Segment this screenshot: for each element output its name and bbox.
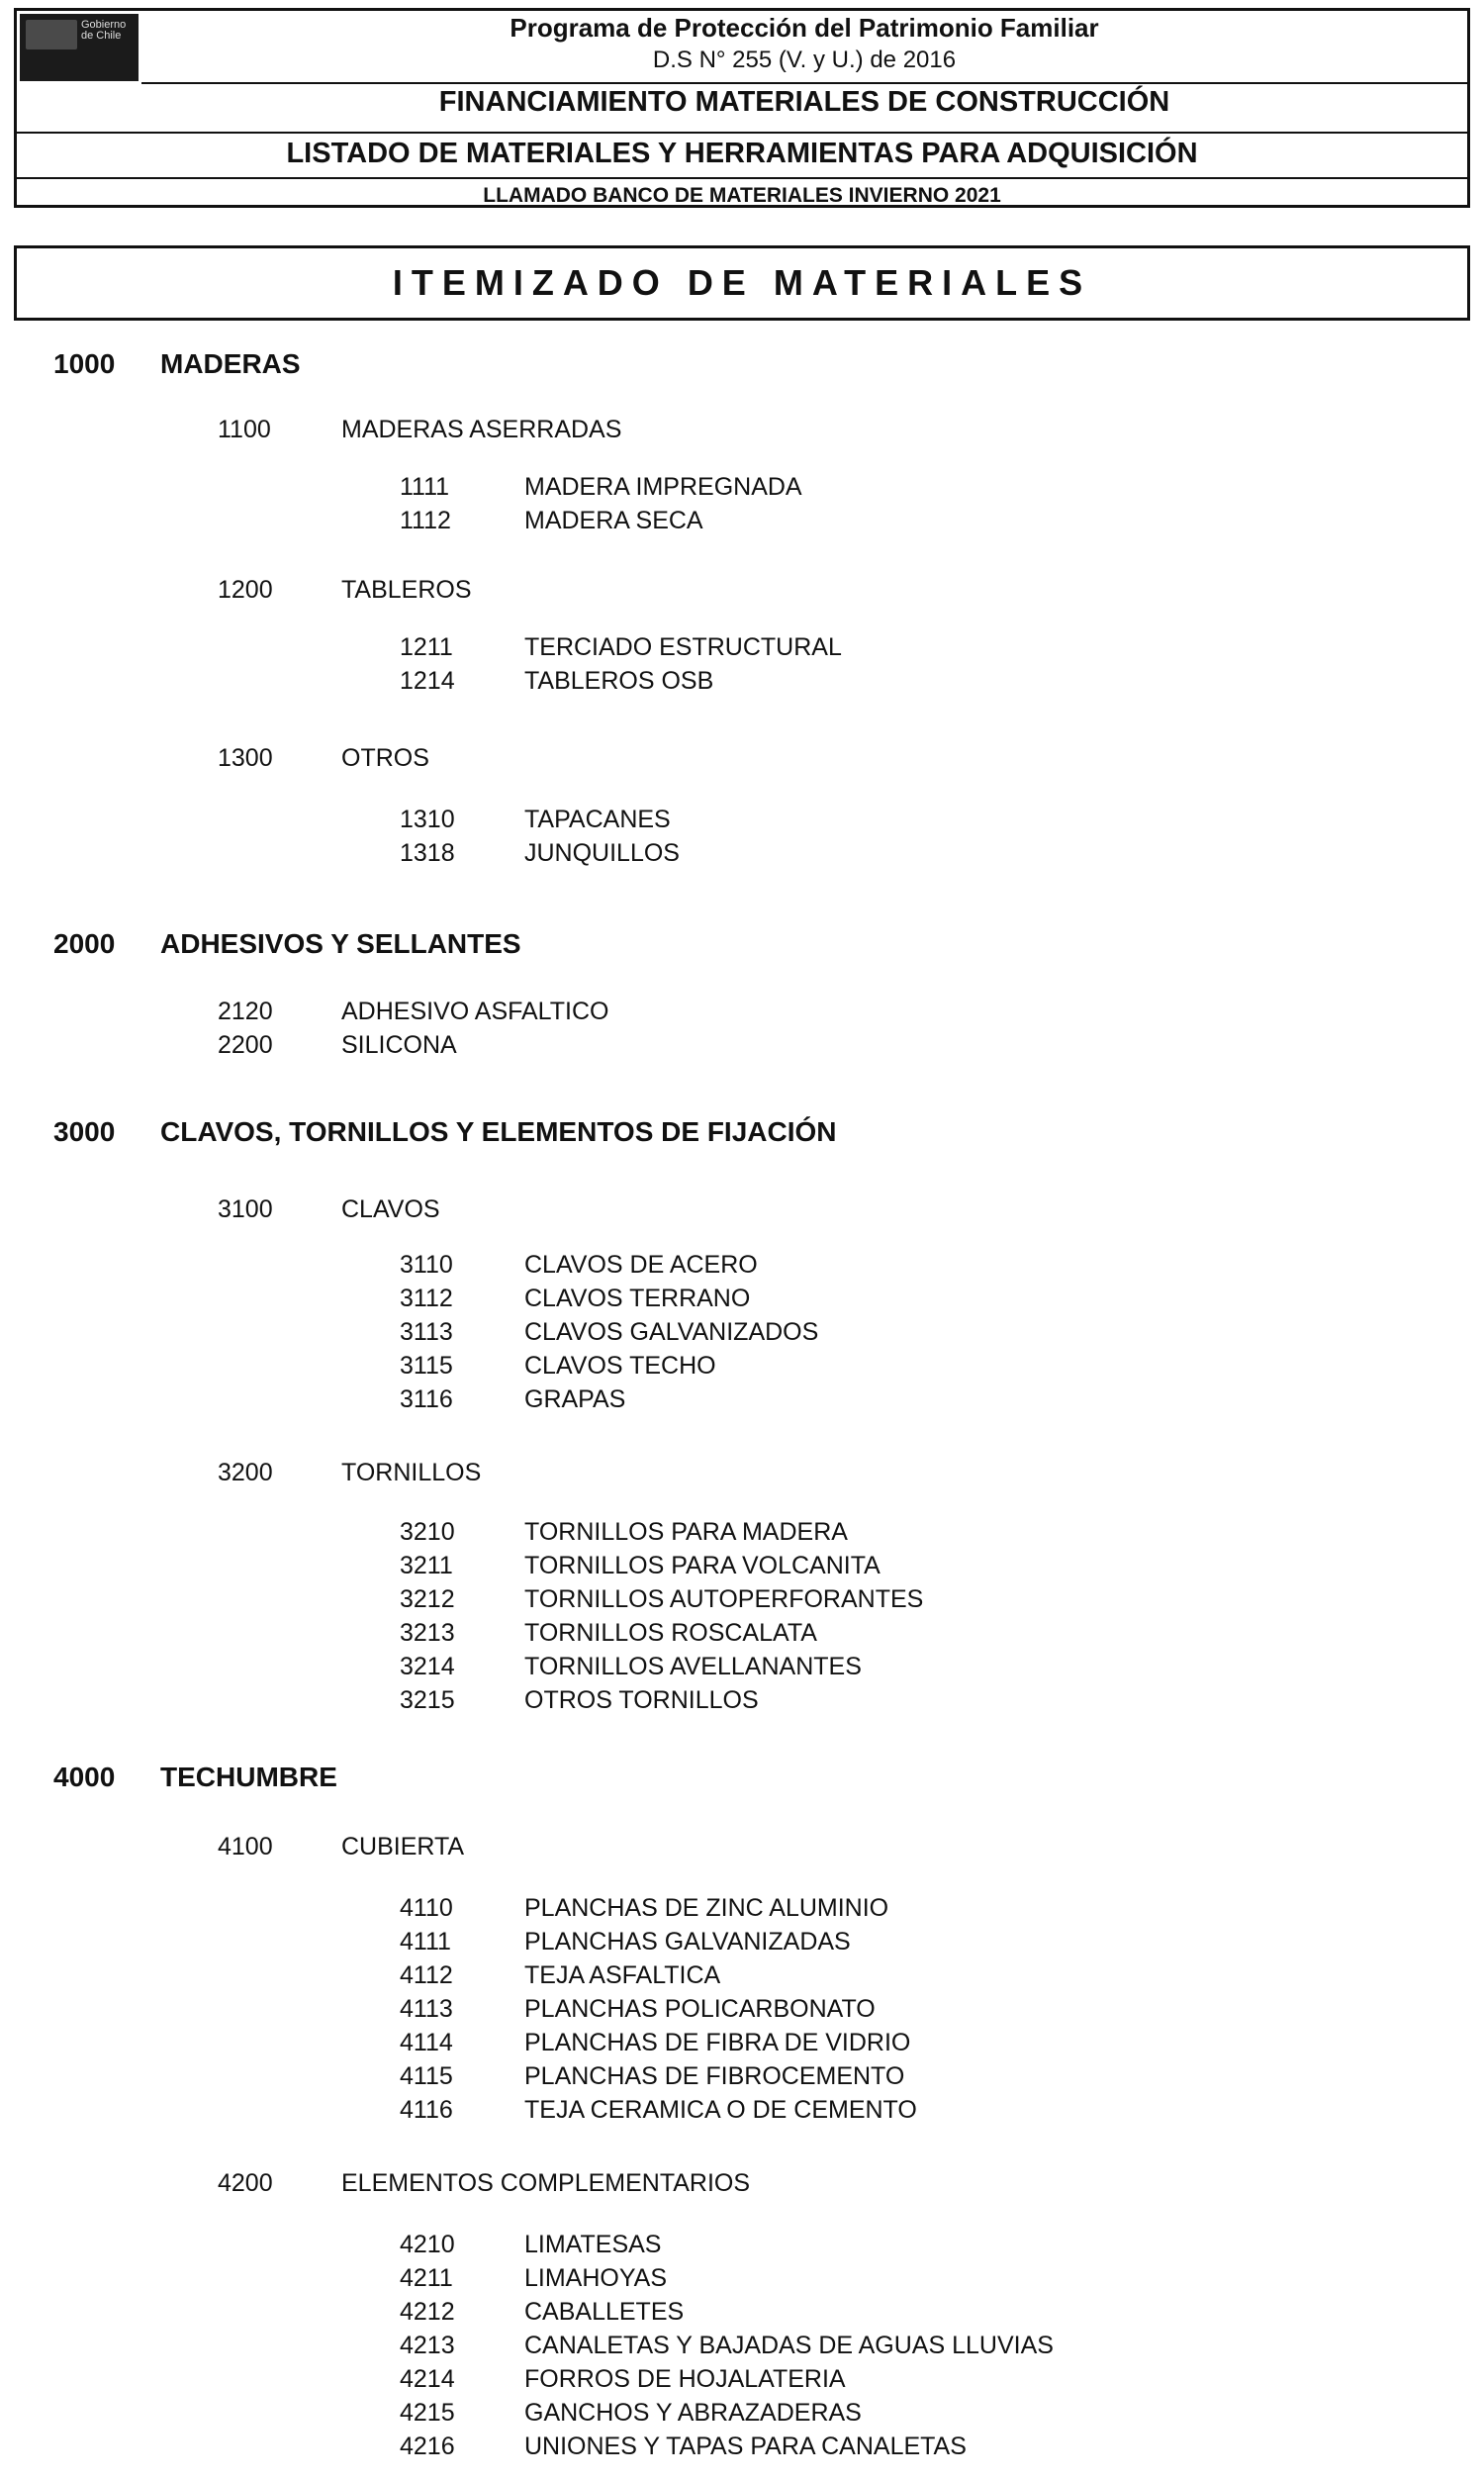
item-label: PLANCHAS DE FIBRA DE VIDRIO — [524, 2029, 911, 2056]
item-code: 4000 — [53, 1762, 116, 1792]
item-label: UNIONES Y TAPAS PARA CANALETAS — [524, 2432, 967, 2460]
item-label: PLANCHAS DE FIBROCEMENTO — [524, 2062, 905, 2090]
item-label: GANCHOS Y ABRAZADERAS — [524, 2399, 862, 2427]
subcategory-label: ELEMENTOS COMPLEMENTARIOS — [341, 2169, 751, 2197]
item-code: 4216 — [400, 2432, 455, 2460]
gobierno-de-chile-logo — [20, 14, 139, 81]
item-code: 1000 — [53, 348, 116, 379]
item-code: 1211 — [400, 633, 453, 661]
header-divider — [17, 132, 1467, 134]
item-code: 1111 — [400, 473, 450, 501]
item-code: 4112 — [400, 1961, 453, 1989]
item-code: 3100 — [218, 1195, 273, 1223]
item-label: PLANCHAS DE ZINC ALUMINIO — [524, 1894, 889, 1922]
title-box — [14, 245, 1470, 321]
item-code: 3210 — [400, 1518, 455, 1546]
logo-text-line: de Chile — [81, 30, 122, 42]
subcategory-label: MADERAS ASERRADAS — [341, 416, 622, 443]
item-label: CABALLETES — [524, 2298, 685, 2326]
page-title: ITEMIZADO DE MATERIALES — [392, 262, 1092, 303]
item-code: 1200 — [218, 576, 273, 604]
decree-reference: D.S N° 255 (V. y U.) de 2016 — [652, 47, 957, 73]
item-code: 4211 — [400, 2264, 453, 2292]
item-code: 3116 — [400, 1385, 453, 1413]
item-code: 3110 — [400, 1251, 453, 1279]
item-code: 1310 — [400, 806, 455, 833]
item-label: CLAVOS TERRANO — [524, 1285, 751, 1312]
item-code: 4113 — [400, 1995, 453, 2023]
item-label: TAPACANES — [524, 806, 671, 833]
item-code: 4114 — [400, 2029, 453, 2056]
logo-text — [81, 20, 126, 42]
document-header — [14, 8, 1470, 208]
header-divider — [141, 82, 1467, 84]
subcategory-label: CUBIERTA — [341, 1833, 465, 1860]
item-code: 4110 — [400, 1894, 453, 1922]
subcategory-label: OTROS — [341, 744, 429, 772]
category-label: CLAVOS, TORNILLOS Y ELEMENTOS DE FIJACIÓN — [160, 1116, 837, 1147]
category-label: TECHUMBRE — [160, 1762, 337, 1792]
item-code: 3000 — [53, 1116, 116, 1147]
item-code: 3212 — [400, 1585, 455, 1613]
item-label: PLANCHAS GALVANIZADAS — [524, 1928, 851, 1955]
call-heading: LLAMADO BANCO DE MATERIALES INVIERNO 2021 — [483, 184, 1001, 207]
item-label: MADERA IMPREGNADA — [524, 473, 802, 501]
subcategory-label: CLAVOS — [341, 1195, 440, 1223]
subcategory-label: ADHESIVO ASFALTICO — [341, 998, 609, 1025]
subcategory-label: TORNILLOS — [341, 1459, 482, 1486]
subcategory-label: TABLEROS — [341, 576, 472, 604]
item-code: 1100 — [218, 416, 271, 443]
item-label: TERCIADO ESTRUCTURAL — [524, 633, 842, 661]
item-label: TORNILLOS AVELLANANTES — [524, 1653, 862, 1680]
item-label: PLANCHAS POLICARBONATO — [524, 1995, 876, 2023]
item-label: GRAPAS — [524, 1385, 626, 1413]
item-label: CLAVOS DE ACERO — [524, 1251, 758, 1279]
item-code: 4116 — [400, 2096, 453, 2124]
item-code: 3213 — [400, 1619, 455, 1647]
item-label: TORNILLOS PARA VOLCANITA — [524, 1552, 881, 1579]
header-divider — [17, 177, 1467, 179]
item-code: 3215 — [400, 1686, 455, 1714]
item-label: TABLEROS OSB — [524, 667, 714, 695]
financing-heading: FINANCIAMIENTO MATERIALES DE CONSTRUCCIÓN — [438, 86, 1170, 118]
emblem-icon — [26, 20, 77, 49]
item-label: TORNILLOS ROSCALATA — [524, 1619, 817, 1647]
item-code: 3211 — [400, 1552, 453, 1579]
item-code: 2000 — [53, 928, 116, 959]
category-label: MADERAS — [160, 348, 301, 379]
item-code: 1318 — [400, 839, 455, 867]
subcategory-label: SILICONA — [341, 1031, 457, 1059]
item-label: FORROS DE HOJALATERIA — [524, 2365, 846, 2393]
item-label: CLAVOS TECHO — [524, 1352, 716, 1380]
item-code: 1300 — [218, 744, 273, 772]
item-code: 2120 — [218, 998, 273, 1025]
item-code: 4210 — [400, 2231, 455, 2258]
item-code: 4100 — [218, 1833, 273, 1860]
item-code: 3115 — [400, 1352, 453, 1380]
item-label: TEJA CERAMICA O DE CEMENTO — [524, 2096, 917, 2124]
item-label: CLAVOS GALVANIZADOS — [524, 1318, 819, 1346]
item-code: 3112 — [400, 1285, 453, 1312]
logo-text-line: Gobierno — [81, 19, 127, 31]
program-name: Programa de Protección del Patrimonio Familiar — [510, 13, 1099, 43]
item-code: 3200 — [218, 1459, 273, 1486]
category-label: ADHESIVOS Y SELLANTES — [160, 928, 521, 959]
item-code: 1112 — [400, 507, 451, 534]
item-code: 3113 — [400, 1318, 453, 1346]
item-code: 4111 — [400, 1928, 451, 1955]
item-code: 3214 — [400, 1653, 455, 1680]
item-code: 4212 — [400, 2298, 455, 2326]
item-code: 4215 — [400, 2399, 455, 2427]
item-code: 4200 — [218, 2169, 273, 2197]
item-label: LIMAHOYAS — [524, 2264, 668, 2292]
item-label: JUNQUILLOS — [524, 839, 680, 867]
item-label: TORNILLOS AUTOPERFORANTES — [524, 1585, 924, 1613]
item-code: 4115 — [400, 2062, 453, 2090]
list-heading: LISTADO DE MATERIALES Y HERRAMIENTAS PARA ADQUISICIÓN — [286, 138, 1198, 169]
item-label: MADERA SECA — [524, 507, 703, 534]
item-label: CANALETAS Y BAJADAS DE AGUAS LLUVIAS — [524, 2332, 1054, 2359]
item-label: LIMATESAS — [524, 2231, 662, 2258]
item-code: 1214 — [400, 667, 455, 695]
item-label: OTROS TORNILLOS — [524, 1686, 759, 1714]
item-label: TORNILLOS PARA MADERA — [524, 1518, 848, 1546]
item-code: 4214 — [400, 2365, 455, 2393]
item-code: 2200 — [218, 1031, 273, 1059]
item-code: 4213 — [400, 2332, 455, 2359]
item-label: TEJA ASFALTICA — [524, 1961, 721, 1989]
